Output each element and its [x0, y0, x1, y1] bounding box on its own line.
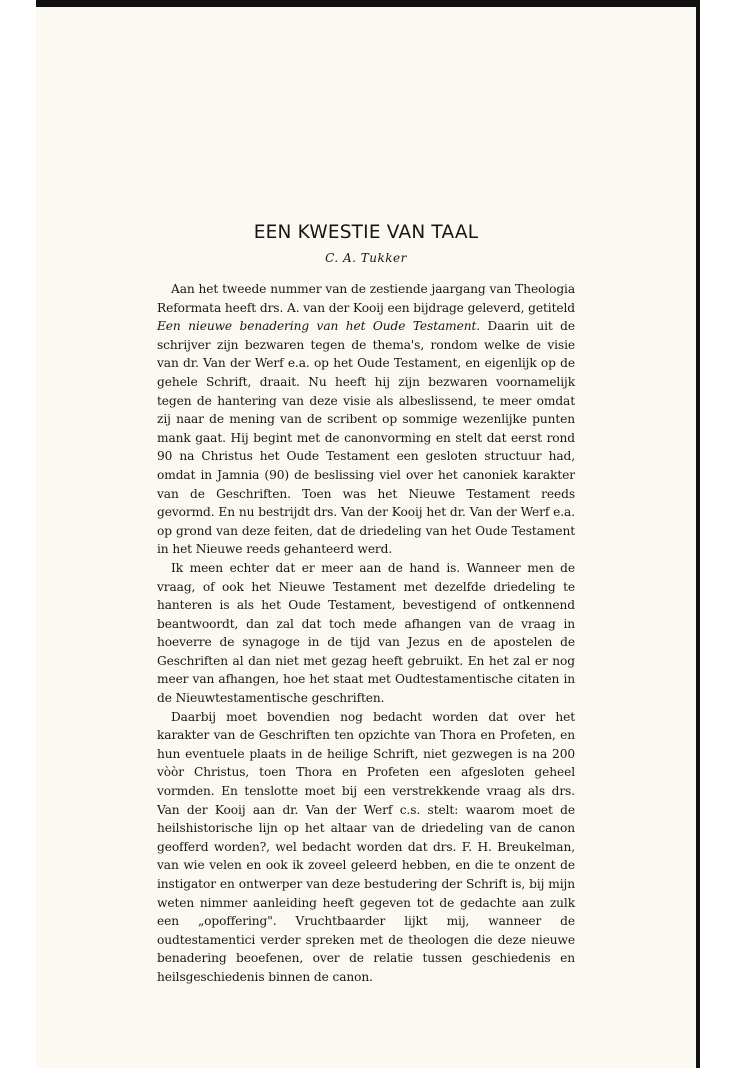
document-page	[36, 0, 700, 1068]
article	[157, 222, 575, 987]
paragraph-2: Ik meen echter dat er meer aan de hand is. Wanneer men de vraag, of ook het Nieuwe Testament met dezelfde driedeling te hanteren is als het Oude Testament, bevestigend of ontkennend beantwoordt, dan zal dat toch mede afhangen van de vraag in hoeverre de synagoge in de tijd van Jezus en de apostelen de Geschriften al dan niet met gezag heeft gebruikt. En het zal er nog meer van afhangen, hoe het staat met Oudtestamentische citaten in de Nieuwtestamentische geschriften.	[157, 560, 575, 706]
paragraph-1-text-after: Daarin uit de schrijver zijn bezwaren tegen de thema's, rondom welke de visie van dr. Van der Werf e.a. op het Oude Testament, en eigenlijk op de gehele Schrift, draait. Nu heeft hij zijn bezwaren voornamelijk tegen de hantering van deze visie als albeslissend, te meer omdat zij naar de mening van de scribent op sommige wezenlijke punten mank gaat. Hij begint met de canonvorming en stelt dat eerst rond 90 na Christus het Oude Testament een gesloten structuur had, omdat in Jamnia (90) de beslissing viel over het canoniek karakter van de Geschriften. Toen was het Nieuwe Testament reeds gevormd. En nu bestrijdt drs. Van der Kooij het dr. Van der Werf e.a. op grond van deze feiten, dat de driedeling van het Oude Testament in het Nieuwe reeds gehanteerd werd.	[157, 319, 575, 557]
article-title: EEN KWESTIE VAN TAAL	[253, 222, 479, 243]
paragraph-1	[157, 280, 575, 559]
paragraph-1-text-before: Aan het tweede nummer van de zestiende jaargang van Theologia Reformata heeft drs. A. van der Kooij een bijdrage geleverd, getiteld	[157, 282, 575, 315]
paragraph-1-italic-title: Een nieuwe benadering van het Oude Testament.	[157, 319, 481, 334]
paragraph-3: Daarbij moet bovendien nog bedacht worden dat over het karakter van de Geschriften ten opzichte van Thora en Profeten, en hun eventuele plaats in de heilige Schrift, niet gezwegen is na 200 vòòr Christus, toen Thora en Profeten een afgesloten geheel vormden. En tenslotte moet bij een verstrekkende vraag als drs. Van der Kooij aan dr. Van der Werf c.s. stelt: waarom moet de heilshistorische lijn op het altaar van de driedeling van de canon geofferd worden?, wel bedacht worden dat drs. F. H. Breukelman, van wie velen en ook ik zoveel geleerd hebben, en die te onzent de instigator en ontwerper van deze bestudering der Schrift is, bij mijn weten nimmer aanleiding heeft gegeven tot de gedachte aan zulk een „opoffering". Vruchtbaarder lijkt mij, wanneer de oudtestamentici verder spreken met de theologen die deze nieuwe benadering beoefenen, over de relatie tussen geschiedenis en heilsgeschiedenis binnen de canon.	[157, 709, 575, 984]
article-author: C. A. Tukker	[325, 251, 407, 265]
